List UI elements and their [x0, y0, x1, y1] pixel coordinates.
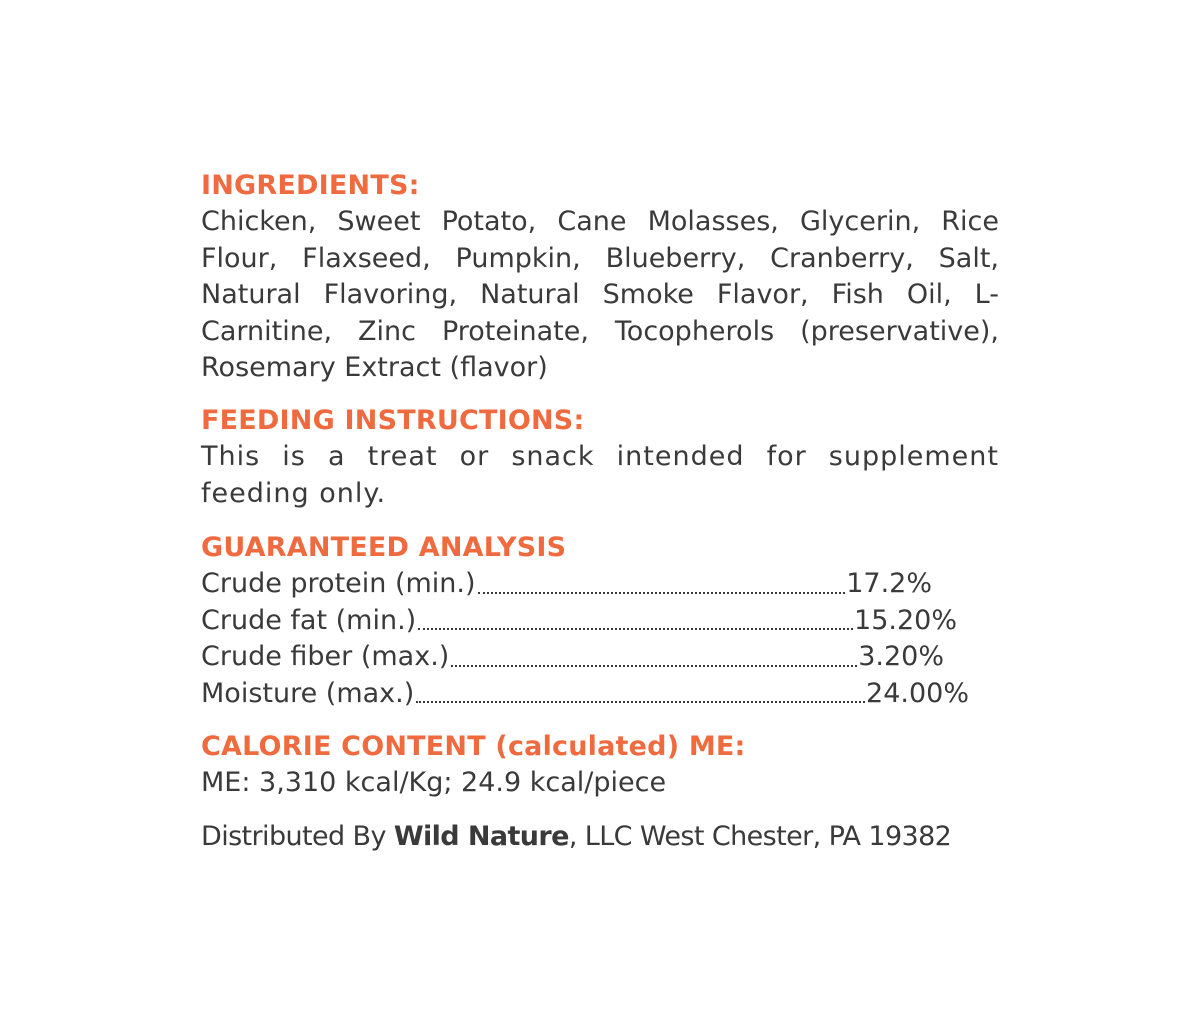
analysis-value: 3.20%: [858, 641, 944, 672]
dot-leader: [451, 655, 857, 667]
analysis-value: 15.20%: [854, 604, 957, 636]
feeding-instructions-heading: FEEDING INSTRUCTIONS:: [201, 405, 585, 436]
distributor-suffix: , LLC West Chester, PA 19382: [568, 821, 952, 852]
distributor-prefix: Distributed By: [201, 821, 394, 852]
analysis-label: Crude fiber (max.): [201, 641, 450, 672]
analysis-label: Moisture (max.): [201, 677, 415, 709]
guaranteed-analysis-heading: GUARANTEED ANALYSIS: [201, 532, 567, 563]
distributor-brand: Wild Nature: [393, 821, 569, 852]
dot-leader: [418, 618, 853, 630]
analysis-row: [201, 676, 969, 713]
analysis-value: 24.00%: [866, 677, 969, 709]
analysis-row: [201, 603, 957, 640]
analysis-label: Crude protein (min.): [201, 568, 476, 599]
calorie-content-text: ME: 3,310 kcal/Kg; 24.9 kcal/piece: [201, 767, 667, 798]
analysis-row: [201, 566, 932, 603]
feeding-instructions-section: [201, 403, 999, 512]
ingredients-section: [201, 168, 999, 387]
dot-leader: [416, 691, 865, 703]
ingredients-heading: INGREDIENTS:: [201, 170, 420, 201]
analysis-label: Crude fat (min.): [201, 604, 417, 636]
feeding-instructions-text: This is a treat or snack intended for supplement feeding only.: [201, 441, 999, 509]
calorie-content-heading: CALORIE CONTENT (calculated) ME:: [201, 731, 746, 762]
ingredients-text: Chicken, Sweet Potato, Cane Molasses, Glycerin, Rice Flour, Flaxseed, Pumpkin, Blueberry, Cranberry, Salt, Natural Flavoring, Natural Smoke Flavor, Fish Oil, L-Carnitine, Zinc Proteinate, Tocopherols (preservative), Rosemary Extract (flavor): [201, 206, 999, 383]
guaranteed-analysis-section: [201, 530, 971, 712]
analysis-row: [201, 639, 944, 676]
dot-leader: [478, 582, 846, 594]
analysis-value: 17.2%: [846, 568, 932, 599]
distributor-line: [201, 818, 999, 856]
calorie-content-section: [201, 729, 999, 802]
